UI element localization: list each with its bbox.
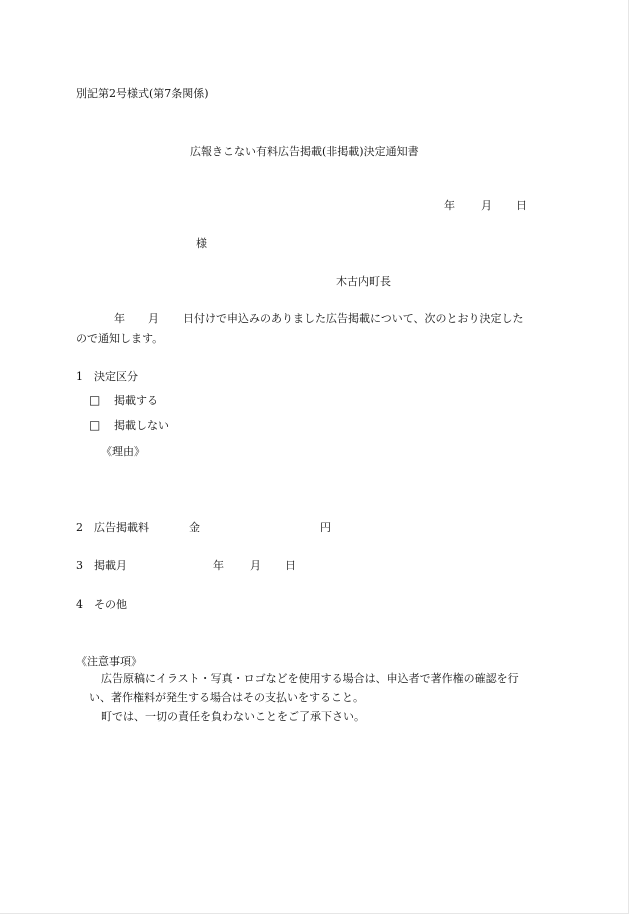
form-reference: 別記第2号様式(第7条関係) bbox=[76, 87, 209, 100]
notes-heading: 《注意事項》 bbox=[76, 655, 142, 668]
notes-line3: 町では、一切の責任を負わないことをご了承下さい。 bbox=[101, 710, 365, 723]
body-year-label: 年 bbox=[114, 312, 125, 325]
body-line2-text: ので通知します。 bbox=[76, 332, 164, 345]
notes-line1: 広告原稿にイラスト・写真・ロゴなどを使用する場合は、申込者で著作権の確認を行 bbox=[101, 672, 519, 685]
section3-heading: 3 掲載月 bbox=[76, 559, 127, 572]
publish-day-label: 日 bbox=[285, 559, 296, 572]
fee-prefix: 金 bbox=[189, 521, 200, 534]
publish-month-label: 月 bbox=[250, 559, 261, 572]
section2-heading: 2 広告掲載料 bbox=[76, 521, 149, 534]
body-line1-text: 日付けで申込みのありました広告掲載について、次のとおり決定した bbox=[183, 312, 524, 325]
document-title: 広報きこない有料広告掲載(非掲載)決定通知書 bbox=[190, 145, 419, 158]
option-publish-label: 掲載する bbox=[114, 394, 158, 407]
date-month-label: 月 bbox=[481, 199, 492, 212]
publish-year-label: 年 bbox=[213, 559, 224, 572]
recipient-suffix: 様 bbox=[196, 237, 207, 250]
issuer: 木古内町長 bbox=[336, 275, 391, 288]
reason-label: 《理由》 bbox=[101, 445, 145, 458]
section4-heading: 4 その他 bbox=[76, 598, 127, 611]
notes-line2: い、著作権料が発生する場合はその支払いをすること。 bbox=[89, 691, 364, 704]
section1-heading: 1 決定区分 bbox=[76, 370, 138, 383]
date-year-label: 年 bbox=[444, 199, 455, 212]
checkbox-not-publish[interactable]: □ bbox=[89, 418, 101, 432]
body-month-label: 月 bbox=[148, 312, 159, 325]
checkbox-publish[interactable]: □ bbox=[89, 393, 101, 407]
fee-unit: 円 bbox=[320, 521, 331, 534]
date-day-label: 日 bbox=[516, 199, 527, 212]
option-not-publish-label: 掲載しない bbox=[114, 419, 169, 432]
